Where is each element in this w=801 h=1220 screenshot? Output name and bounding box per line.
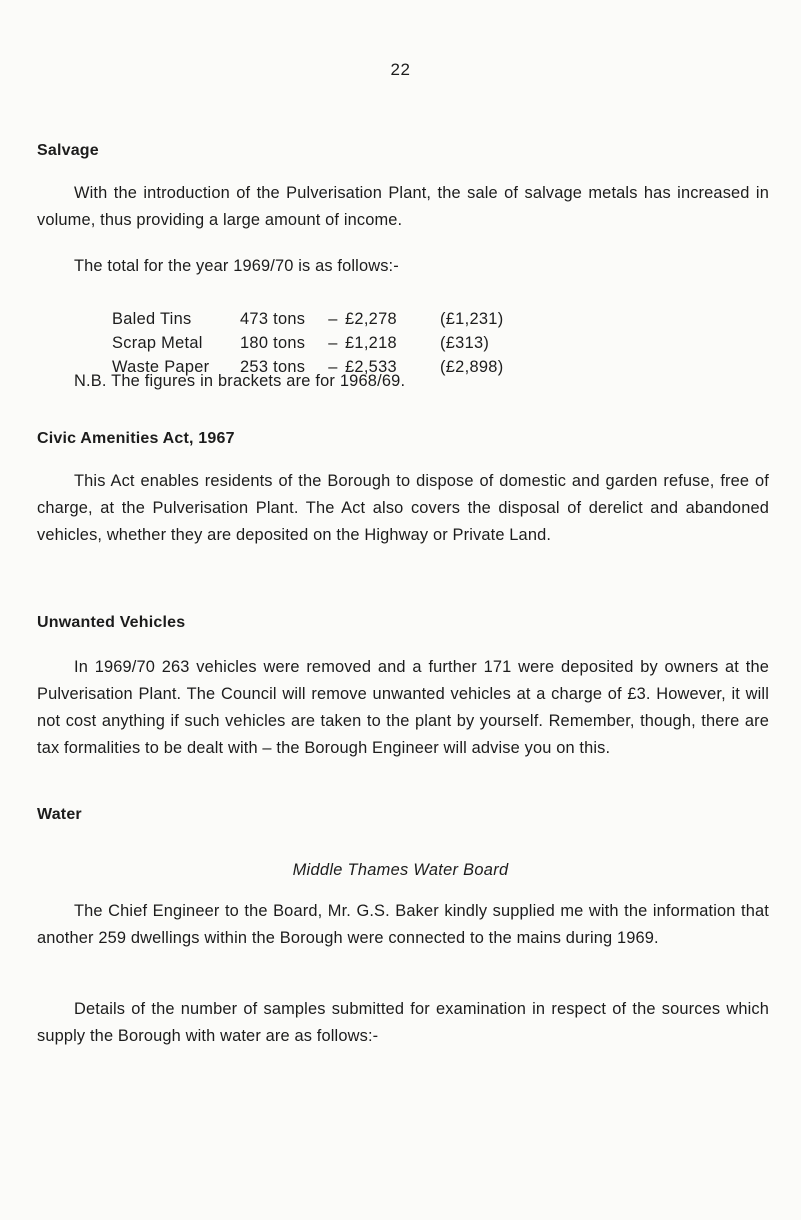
salvage-heading: Salvage [37,142,99,159]
salvage-total-line: The total for the year 1969/70 is as follows:- [74,257,399,275]
unwanted-vehicles-paragraph: In 1969/70 263 vehicles were removed and a further 171 were deposited by owners at the Pulverisation Plant. The Council will remove unwanted vehicles at a charge of £3. However, it will not cost anything if such vehicles are taken to the plant by yourself. Remember, though, there are tax formalities to be dealt with – the Borough Engineer will advise you on this. [37,658,769,757]
water-board-subheading: Middle Thames Water Board [292,861,509,879]
salvage-previous-cell: (£313) [440,333,490,352]
table-row [112,331,550,355]
water-heading: Water [37,806,82,823]
salvage-quantity-cell: 253 tons [240,357,306,376]
salvage-item-cell: Baled Tins [112,309,192,328]
water-paragraph-1: The Chief Engineer to the Board, Mr. G.S. Baker kindly supplied me with the information that another 259 dwellings within the Borough were connected to the mains during 1969. [37,902,769,947]
salvage-dash-cell: – [328,357,338,376]
water-paragraph-2: Details of the number of samples submitted for examination in respect of the sources which supply the Borough with water are as follows:- [37,1000,769,1045]
salvage-dash-cell: – [328,309,338,328]
salvage-amount-cell: £2,278 [345,309,397,328]
salvage-note: N.B. The figures in brackets are for 1968/69. [74,372,406,390]
civic-amenities-heading: Civic Amenities Act, 1967 [37,430,235,447]
salvage-quantity-cell: 473 tons [240,309,306,328]
salvage-intro-paragraph: With the introduction of the Pulverisation Plant, the sale of salvage metals has increased in volume, thus providing a large amount of income. [37,184,769,229]
salvage-amount-cell: £1,218 [345,333,397,352]
unwanted-vehicles-heading: Unwanted Vehicles [37,614,186,631]
salvage-item-cell: Scrap Metal [112,333,203,352]
salvage-previous-cell: (£2,898) [440,357,504,376]
table-row [112,307,550,331]
salvage-quantity-cell: 180 tons [240,333,306,352]
salvage-dash-cell: – [328,333,338,352]
page-number: 22 [390,60,411,79]
salvage-item-cell: Waste Paper [112,357,210,376]
salvage-table [112,307,550,379]
salvage-amount-cell: £2,533 [345,357,397,376]
salvage-previous-cell: (£1,231) [440,309,504,328]
civic-amenities-paragraph: This Act enables residents of the Borough to dispose of domestic and garden refuse, free of charge, at the Pulverisation Plant. The Act also covers the disposal of derelict and abandoned vehicles, whether they are deposited on the Highway or Private Land. [37,472,769,544]
